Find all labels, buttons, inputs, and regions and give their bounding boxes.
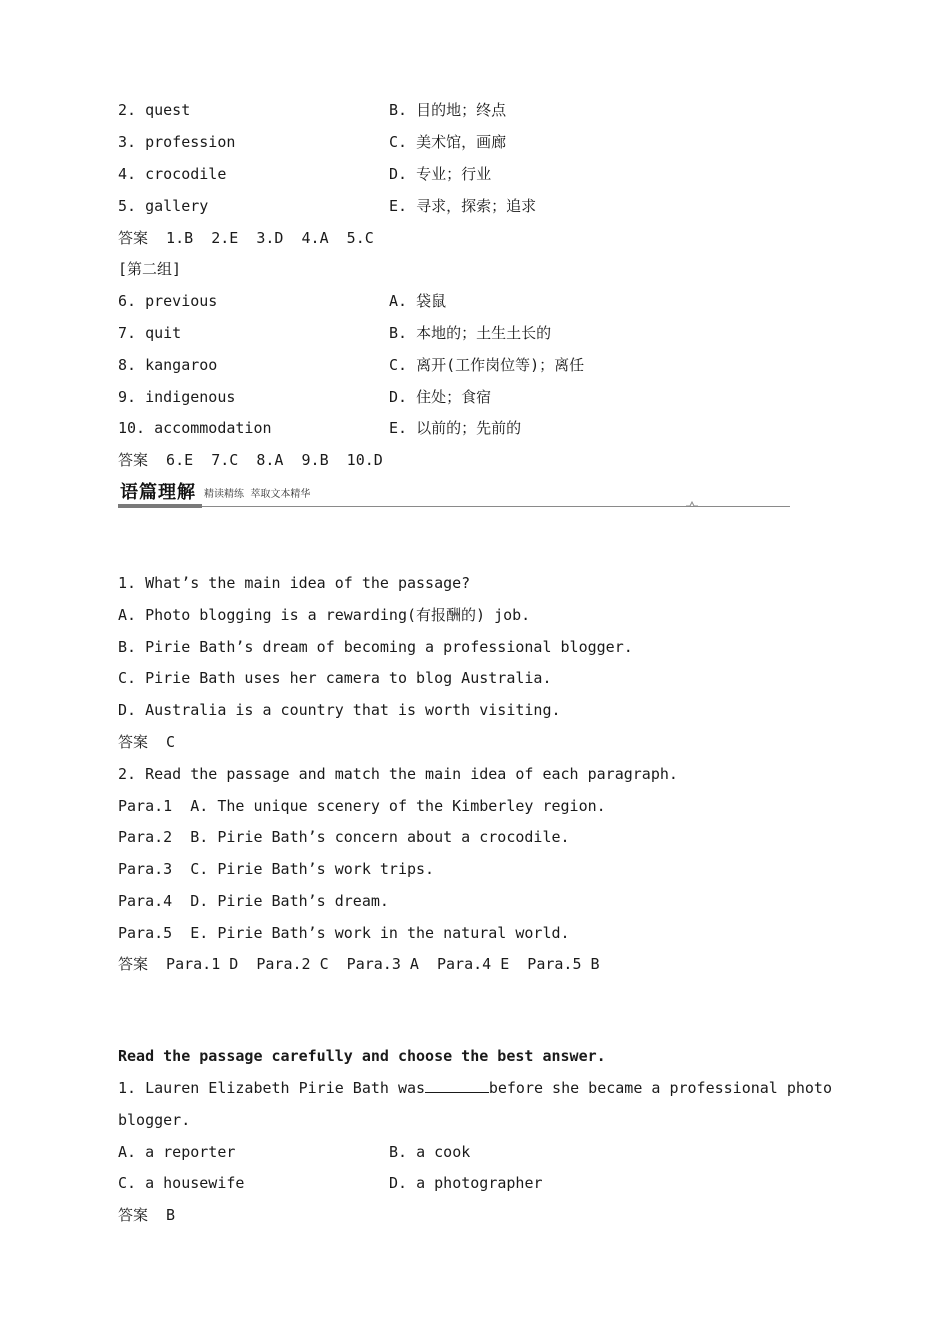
vocab-word: 7. quit bbox=[118, 324, 182, 342]
banner-divider bbox=[202, 506, 790, 507]
answer-line: 答案 1.B 2.E 3.D 4.A 5.C bbox=[118, 229, 374, 247]
para-match-item: Para.3 C. Pirie Bath’s work trips. bbox=[118, 860, 435, 878]
vocab-meaning: D. 住处；食宿 bbox=[389, 388, 492, 406]
vocab-meaning: B. 本地的；土生土长的 bbox=[389, 324, 552, 342]
vocab-meaning: D. 专业；行业 bbox=[389, 165, 492, 183]
vocab-meaning: B. 目的地；终点 bbox=[389, 101, 507, 119]
vocab-word: 5. gallery bbox=[118, 197, 209, 215]
vocab-meaning: C. 美术馆，画廊 bbox=[389, 133, 507, 151]
vocab-meaning: E. 寻求，探索；追求 bbox=[389, 197, 537, 215]
section-subtitle: 精读精练 萃取文本精华 bbox=[204, 489, 311, 500]
answer-line: 答案 B bbox=[118, 1206, 176, 1224]
banner-bar bbox=[118, 504, 202, 508]
question-text: 2. Read the passage and match the main idea of each paragraph. bbox=[118, 765, 678, 783]
vocab-meaning: A. 袋鼠 bbox=[389, 292, 447, 310]
vocab-word: 3. profession bbox=[118, 133, 236, 151]
vocab-word: 4. crocodile bbox=[118, 165, 227, 183]
instruction-text: Read the passage carefully and choose the best answer. bbox=[118, 1047, 606, 1065]
section-title: 语篇理解 bbox=[120, 482, 196, 503]
para-match-item: Para.1 A. The unique scenery of the Kimberley region. bbox=[118, 797, 606, 815]
option: A. a reporter bbox=[118, 1143, 236, 1161]
answer-line: 答案 6.E 7.C 8.A 9.B 10.D bbox=[118, 451, 383, 469]
section-banner bbox=[118, 481, 790, 511]
para-match-item: Para.2 B. Pirie Bath’s concern about a crocodile. bbox=[118, 828, 570, 846]
question-text: 1. What’s the main idea of the passage? bbox=[118, 574, 471, 592]
option: D. Australia is a country that is worth visiting. bbox=[118, 701, 561, 719]
divider-notch-icon bbox=[686, 501, 698, 507]
vocab-meaning: C. 离开(工作岗位等)；离任 bbox=[389, 356, 585, 374]
option: C. Pirie Bath uses her camera to blog Australia. bbox=[118, 669, 552, 687]
stem-part: 1. Lauren Elizabeth Pirie Bath was bbox=[118, 1079, 426, 1097]
option: D. a photographer bbox=[389, 1174, 543, 1192]
vocab-word: 8. kangaroo bbox=[118, 356, 218, 374]
vocab-word: 9. indigenous bbox=[118, 388, 236, 406]
answer-blank bbox=[425, 1078, 489, 1093]
option: C. a housewife bbox=[118, 1174, 245, 1192]
option: B. Pirie Bath’s dream of becoming a professional blogger. bbox=[118, 638, 633, 656]
vocab-word: 10. accommodation bbox=[118, 419, 272, 437]
vocab-meaning: E. 以前的；先前的 bbox=[389, 419, 522, 437]
para-match-item: Para.4 D. Pirie Bath’s dream. bbox=[118, 892, 389, 910]
answer-line: 答案 Para.1 D Para.2 C Para.3 A Para.4 E Para.5 B bbox=[118, 955, 600, 973]
answer-line: 答案 C bbox=[118, 733, 176, 751]
vocab-word: 2. quest bbox=[118, 101, 191, 119]
question-stem bbox=[118, 1078, 832, 1098]
stem-continuation: blogger. bbox=[118, 1111, 191, 1129]
option: A. Photo blogging is a rewarding(有报酬的) job. bbox=[118, 606, 531, 624]
vocab-word: 6. previous bbox=[118, 292, 218, 310]
stem-part: before she became a professional photo bbox=[488, 1079, 832, 1097]
para-match-item: Para.5 E. Pirie Bath’s work in the natural world. bbox=[118, 924, 570, 942]
option: B. a cook bbox=[389, 1143, 471, 1161]
group-heading: [第二组] bbox=[118, 260, 182, 278]
